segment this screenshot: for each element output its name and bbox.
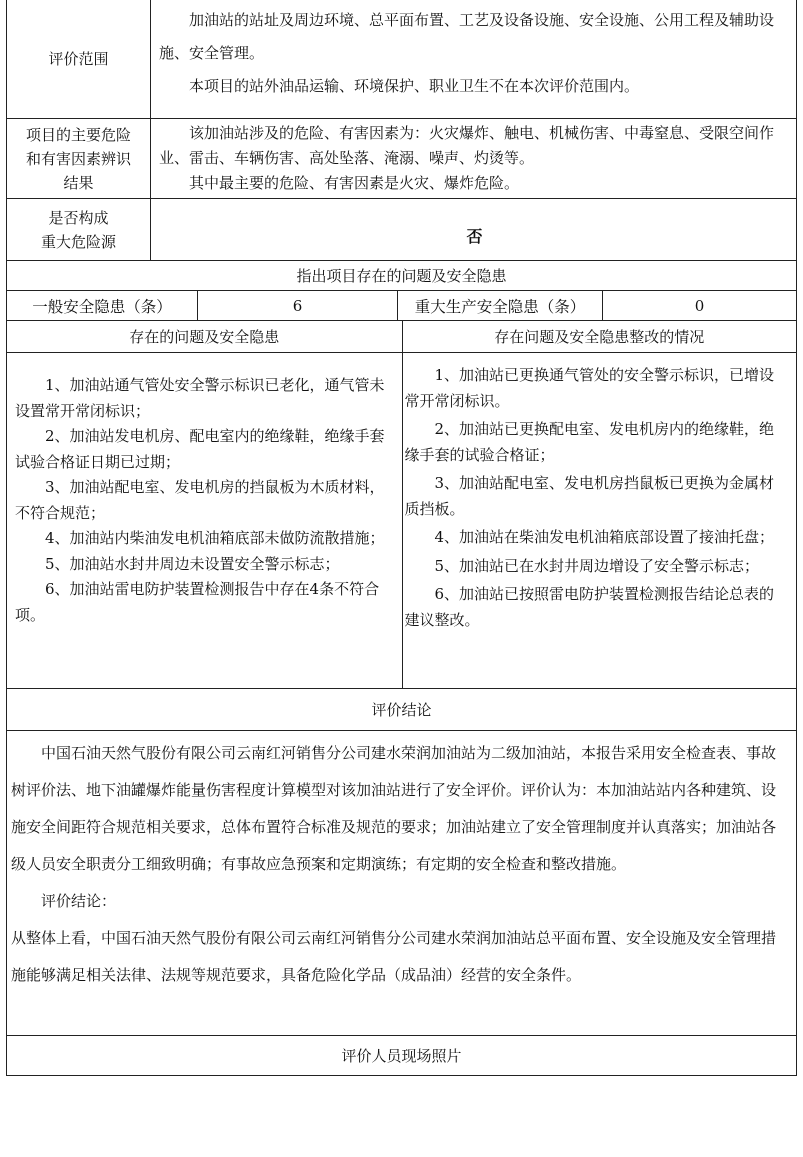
conclusion-body-row	[7, 730, 796, 1035]
conclusion-body	[7, 731, 796, 1035]
rectification-item: 3、加油站配电室、发电机房挡鼠板已更换为金属材质挡板。	[404, 474, 775, 518]
conclusion-paragraph-2: 从整体上看，中国石油天然气股份有限公司云南红河销售分公司建水荣润加油站总平面布置、安全设施及安全管理措施能够满足相关法律、法规等规范要求，具备危险化学品（成品油）经营的安全条件。	[11, 929, 777, 984]
general-hazard-label: 一般安全隐患（条）	[32, 297, 172, 316]
conclusion-header: 评价结论	[371, 701, 432, 719]
problem-item: 1、加油站通气管处安全警示标识已老化，通气管未设置常开常闭标识；	[15, 376, 385, 420]
problem-item: 2、加油站发电机房、配电室内的绝缘鞋，绝缘手套试验合格证日期已过期；	[15, 427, 385, 471]
rectification-item: 2、加油站已更换配电室、发电机房内的绝缘鞋，绝缘手套的试验合格证；	[404, 420, 775, 464]
rectification-item: 6、加油站已按照雷电防护装置检测报告结论总表的建议整改。	[404, 585, 775, 629]
major-hazard-label-line-2: 重大危险源	[40, 232, 116, 251]
hazards-row	[7, 118, 796, 198]
scope-label: 评价范围	[48, 50, 109, 68]
hazards-label	[7, 119, 150, 198]
issues-header: 指出项目存在的问题及安全隐患	[296, 267, 507, 285]
conclusion-header-row	[7, 688, 796, 730]
major-hazard-row	[7, 198, 796, 260]
rectification-item: 1、加油站已更换通气管处的安全警示标识，已增设常开常闭标识。	[404, 366, 775, 410]
issues-header-row	[7, 260, 796, 290]
major-hazard-value: 否	[466, 227, 483, 246]
scope-paragraph-1: 加油站的站址及周边环境、总平面布置、工艺及设备设施、安全设施、公用工程及辅助设施、安全管理。	[159, 11, 775, 62]
hazards-paragraph-1: 该加油站涉及的危险、有害因素为：火灾爆炸、触电、机械伤害、中毒窒息、受限空间作业、雷击、车辆伤害、高处坠落、淹溺、噪声、灼烫等。	[159, 124, 775, 167]
problem-item: 6、加油站雷电防护装置检测报告中存在4条不符合项。	[15, 580, 380, 624]
conclusion-paragraph-1: 中国石油天然气股份有限公司云南红河销售分公司建水荣润加油站为二级加油站，本报告采用安全检查表、事故树评价法、地下油罐爆炸能量伤害程度计算模型对该加油站进行了安全评价。评价认为：本加油站站内各种建筑、设施安全间距符合规范相关要求，总体布置符合标准及规范的要求；加油站建立了安全管理制度并认真落实；加油站各级人员安全职责分工细致明确；有事故应急预案和定期演练；有定期的安全检查和整改措施。	[11, 744, 777, 873]
photos-header-row	[7, 1035, 796, 1075]
problem-item: 4、加油站内柴油发电机油箱底部未做防流散措施；	[45, 529, 385, 547]
major-hazard-label	[7, 199, 150, 260]
conclusion-sublabel: 评价结论：	[41, 892, 117, 910]
evaluation-report-table	[6, 0, 797, 1076]
hazards-label-line-3: 结果	[63, 173, 94, 192]
scope-row	[7, 0, 796, 118]
scope-paragraph-2: 本项目的站外油品运输、环境保护、职业卫生不在本次评价范围内。	[189, 77, 640, 95]
major-hazard-label-line-1: 是否构成	[48, 208, 109, 227]
hazards-label-line-2: 和有害因素辨识	[25, 149, 131, 168]
rectifications-list	[402, 353, 797, 688]
problems-column-header: 存在的问题及安全隐患	[129, 327, 280, 346]
major-hazard-value-cell	[150, 199, 796, 260]
hazards-content	[150, 119, 796, 198]
scope-content	[150, 0, 796, 118]
rectification-column-header: 存在问题及安全隐患整改的情况	[402, 321, 797, 353]
issues-lists-row	[7, 352, 796, 688]
major-hazard-count-value: 0	[602, 291, 796, 320]
issues-columns-header-row	[7, 320, 796, 352]
problem-item: 5、加油站水封井周边未设置安全警示标志；	[45, 554, 340, 573]
problems-list	[7, 353, 402, 688]
general-hazard-value: 6	[197, 291, 397, 320]
major-hazard-count-label: 重大生产安全隐患（条）	[397, 291, 602, 320]
rectification-item: 4、加油站在柴油发电机油箱底部设置了接油托盘；	[434, 528, 775, 546]
hazards-label-line-1: 项目的主要危险	[25, 125, 131, 144]
hazards-paragraph-2: 其中最主要的危险、有害因素是火灾、爆炸危险。	[189, 174, 520, 192]
stats-row	[7, 290, 796, 320]
photos-header: 评价人员现场照片	[341, 1047, 462, 1065]
problem-item: 3、加油站配电室、发电机房的挡鼠板为木质材料，不符合规范；	[15, 478, 385, 522]
rectification-item: 5、加油站已在水封井周边增设了安全警示标志；	[434, 556, 760, 575]
